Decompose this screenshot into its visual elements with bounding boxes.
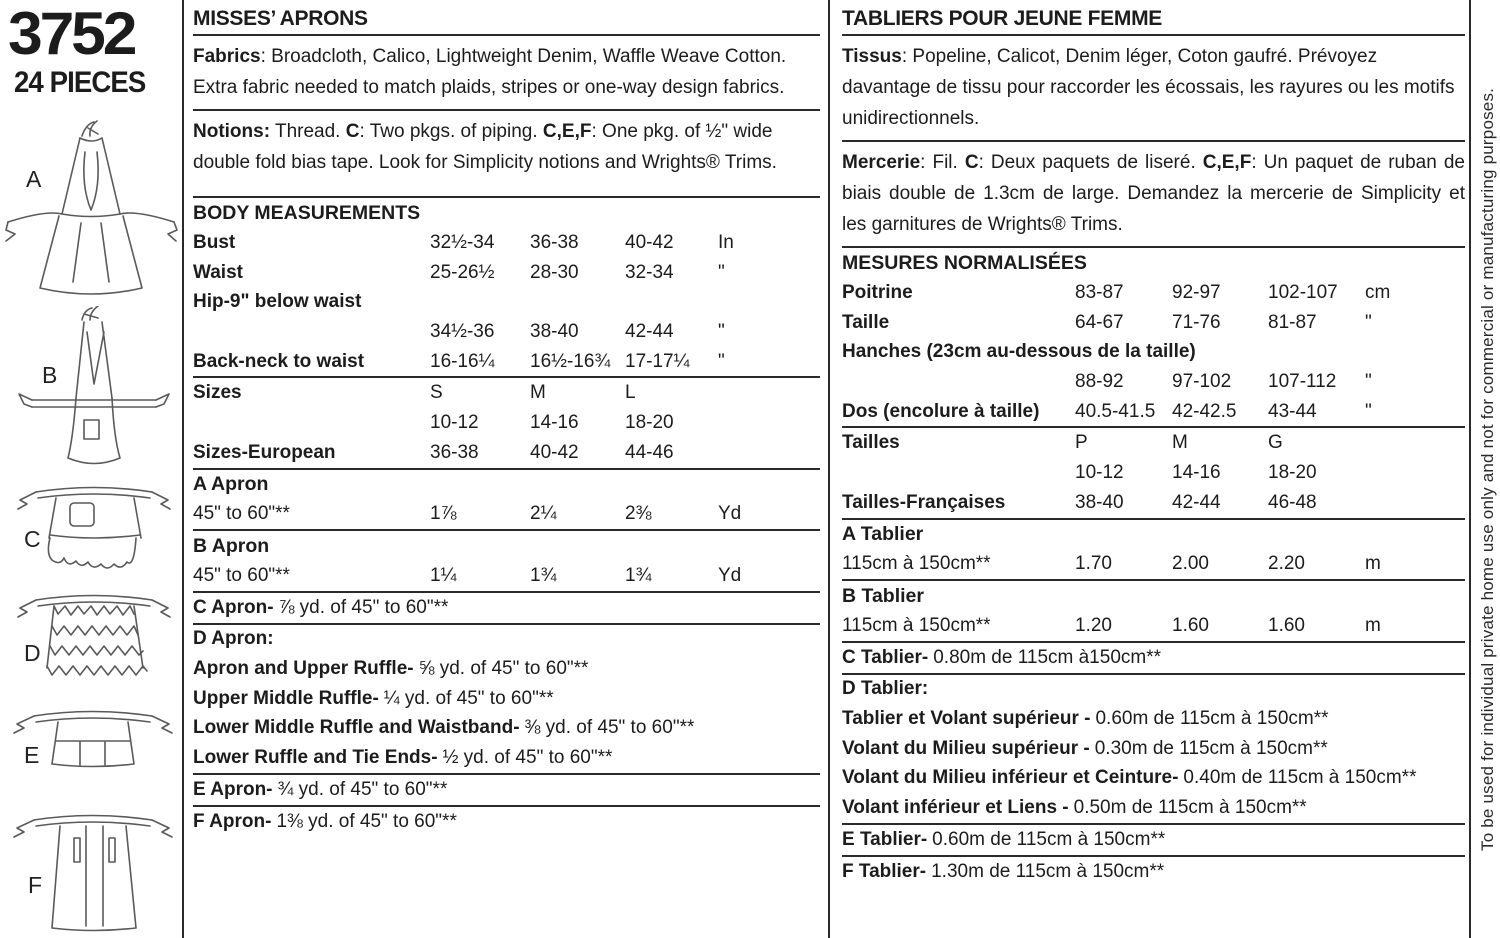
- view-e-yardage: 0.60m de 115cm à 150cm**: [932, 828, 1166, 850]
- view-d-yardage: 0.30m de 115cm à 150cm**: [1094, 737, 1328, 759]
- cell: 36-38: [530, 231, 579, 253]
- cell: 32-34: [625, 261, 674, 283]
- view-c-label: C: [24, 526, 41, 552]
- mercerie-text: : Un paquet de ruban de biais double de 1.3cm de large. Demandez la mercerie de Simplicity et les garnitures de Wrights® Trims.: [842, 152, 1465, 235]
- fabrics-label: Fabrics: [193, 46, 261, 67]
- english-notions: [193, 111, 820, 184]
- cell: 97-102: [1172, 370, 1232, 392]
- row-label: Tailles: [842, 432, 900, 454]
- cell: 16-16¼: [430, 350, 495, 372]
- view-c-line: [193, 593, 820, 623]
- cell: 71-76: [1172, 311, 1221, 333]
- table-row: [193, 258, 820, 288]
- unit-cell: Yd: [718, 565, 742, 587]
- view-d-yardage: ⅜ yd. of 45" to 60"**: [524, 717, 695, 739]
- row-label: 45" to 60"**: [193, 503, 290, 525]
- cell: 64-67: [1075, 311, 1124, 333]
- view-c-label-text: C Tablier-: [842, 646, 929, 668]
- view-d-line-fr: [842, 764, 1465, 794]
- view-d-title: [193, 625, 820, 655]
- french-title: TABLIERS POUR JEUNE FEMME: [842, 7, 1162, 30]
- unit-cell: ": [718, 320, 725, 342]
- mercerie-view-c: C: [964, 152, 979, 173]
- unit-cell: ": [1365, 400, 1372, 422]
- cell: 1.60: [1268, 615, 1305, 637]
- cell: 14-16: [1172, 461, 1221, 483]
- cell: 28-30: [530, 261, 579, 283]
- view-d-title-fr: [842, 675, 1465, 705]
- notions-view-c: C: [345, 121, 360, 142]
- cell: 2.00: [1172, 553, 1209, 575]
- unit-cell: Yd: [718, 503, 742, 525]
- table-row: [842, 278, 1465, 308]
- pattern-number: 3752: [8, 0, 135, 67]
- view-d-title-text: D Tablier:: [842, 678, 929, 700]
- french-notions: [842, 142, 1465, 246]
- table-row: [842, 308, 1465, 338]
- view-a-title-fr: A Tablier: [842, 523, 924, 545]
- cell: 102-107: [1268, 281, 1338, 303]
- cell: 1¼: [430, 565, 457, 587]
- unit-cell: m: [1365, 553, 1381, 575]
- table-row: [193, 228, 820, 258]
- view-c-line-fr: [842, 643, 1465, 673]
- unit-cell: ": [718, 350, 725, 372]
- fabrics-text: : Broadcloth, Calico, Lightweight Denim, Waffle Weave Cotton. Extra fabric needed to match plaids, stripes or one-way design fabrics.: [193, 46, 787, 98]
- english-column: [193, 0, 820, 836]
- tissus-text: : Popeline, Calicot, Denim léger, Coton gaufré. Prévoyez davantage de tissu pour raccorder les écossais, les rayures ou les motifs unidirectionnels.: [842, 46, 1455, 129]
- view-d-title-text: D Apron:: [193, 628, 274, 650]
- view-d-line: [193, 714, 820, 744]
- cell: 40.5-41.5: [1075, 400, 1156, 422]
- view-b-title-fr: B Tablier: [842, 584, 924, 607]
- table-row: [193, 287, 820, 317]
- view-a-title: A Apron: [193, 473, 269, 495]
- unit-cell: ": [718, 261, 725, 283]
- cell: 36-38: [430, 441, 479, 463]
- apron-b-sketch: [14, 306, 174, 472]
- cell: 34½-36: [430, 320, 495, 342]
- cell: 107-112: [1268, 370, 1337, 392]
- view-f-line: [193, 807, 820, 837]
- unit-cell: In: [718, 231, 734, 253]
- cell: 38-40: [1075, 491, 1124, 513]
- cell: 25-26½: [430, 261, 495, 283]
- row-label: 115cm à 150cm**: [842, 553, 991, 575]
- mercerie-label: Mercerie: [842, 152, 921, 173]
- view-d-line-fr: [842, 793, 1465, 823]
- row-label: Waist: [193, 261, 243, 283]
- french-fabrics: [842, 36, 1465, 140]
- unit-cell: ": [1365, 311, 1372, 333]
- view-a-label: A: [26, 166, 42, 192]
- pieces-count: 24 PIECES: [14, 66, 146, 99]
- view-d-line-fr: [842, 704, 1465, 734]
- view-d-yardage: 0.50m de 115cm à 150cm**: [1073, 797, 1307, 819]
- cell: 2⅜: [625, 503, 652, 525]
- row-label: 115cm à 150cm**: [842, 615, 991, 637]
- view-d-line-fr: [842, 734, 1465, 764]
- view-f-line-fr: [842, 857, 1465, 887]
- table-row: [842, 550, 1465, 580]
- cell: 46-48: [1268, 491, 1317, 513]
- table-row: [193, 317, 820, 347]
- notions-text: : Two pkgs. of piping.: [359, 121, 543, 142]
- view-d-part-label: Volant du Milieu inférieur et Ceinture-: [842, 767, 1179, 789]
- spacer: [193, 184, 820, 196]
- unit-cell: cm: [1365, 281, 1391, 303]
- view-d-yardage: ¼ yd. of 45" to 60"**: [383, 687, 554, 709]
- cell: 2¼: [530, 503, 557, 525]
- tissus-label: Tissus: [842, 46, 902, 67]
- view-d-yardage: ⅝ yd. of 45" to 60"**: [418, 658, 589, 680]
- row-label: 45" to 60"**: [193, 565, 290, 587]
- view-f-yardage: 1.30m de 115cm à 150cm**: [931, 860, 1165, 882]
- view-d-part-label: Apron and Upper Ruffle-: [193, 658, 414, 680]
- row-label: Sizes-European: [193, 441, 336, 463]
- mercerie-text: : Deux paquets de liseré.: [978, 152, 1203, 173]
- apron-f-drawing: [10, 806, 174, 934]
- cell: 2.20: [1268, 553, 1305, 575]
- view-e-label-text: E Apron-: [193, 778, 273, 800]
- cell: 1.60: [1172, 615, 1209, 637]
- cell: 32½-34: [430, 231, 495, 253]
- notions-text: Thread.: [270, 121, 346, 142]
- table-row: [842, 488, 1465, 518]
- cell: 18-20: [625, 411, 674, 433]
- table-row: [193, 561, 820, 591]
- notions-view-cef: C,E,F: [542, 121, 592, 142]
- cell: 92-97: [1172, 281, 1221, 303]
- unit-cell: m: [1365, 615, 1381, 637]
- view-d-label: D: [24, 640, 41, 666]
- apron-d-drawing: [14, 588, 174, 690]
- cell: 42-44: [625, 320, 674, 342]
- cell: S: [430, 382, 443, 404]
- apron-d-sketch: [14, 588, 174, 690]
- view-c-yardage: 0.80m de 115cm à150cm**: [933, 646, 1161, 668]
- view-e-label-text: E Tablier-: [842, 828, 928, 850]
- apron-c-drawing: [14, 478, 174, 570]
- view-e-line-fr: [842, 825, 1465, 855]
- table-row: [193, 438, 820, 468]
- view-b-title: B Apron: [193, 534, 270, 557]
- row-label: Taille: [842, 311, 890, 333]
- view-d-yardage: ½ yd. of 45" to 60"**: [442, 747, 613, 769]
- unit-cell: ": [1365, 370, 1372, 392]
- table-row: [193, 500, 820, 530]
- apron-a-drawing: [2, 120, 180, 302]
- english-fabrics: [193, 36, 820, 109]
- table-row: [842, 367, 1465, 397]
- view-f-label: F: [28, 872, 43, 898]
- license-note: To be used for individual private home use only and not for commercial or manufacturing purposes.: [1478, 87, 1497, 851]
- view-d-part-label: Volant du Milieu supérieur -: [842, 737, 1090, 759]
- mercerie-text: : Fil.: [920, 152, 965, 173]
- row-label: Hip-9" below waist: [193, 291, 362, 313]
- cell: 14-16: [530, 411, 579, 433]
- cell: 10-12: [1075, 461, 1124, 483]
- cell: 88-92: [1075, 370, 1124, 392]
- cell: 40-42: [625, 231, 674, 253]
- table-row: [842, 458, 1465, 488]
- cell: 17-17¼: [625, 350, 690, 372]
- cell: 83-87: [1075, 281, 1124, 303]
- view-c-label-text: C Apron-: [193, 596, 274, 618]
- mesures-title: MESURES NORMALISÉES: [842, 251, 1087, 274]
- cell: 43-44: [1268, 400, 1317, 422]
- table-row: [842, 337, 1465, 367]
- apron-b-drawing: [14, 306, 174, 472]
- row-label: Poitrine: [842, 281, 913, 303]
- view-d-yardage: 0.60m de 115cm à 150cm**: [1095, 708, 1329, 730]
- view-d-line: [193, 743, 820, 773]
- cell: 44-46: [625, 441, 674, 463]
- cell: 1¾: [530, 565, 557, 587]
- cell: 10-12: [430, 411, 479, 433]
- cell: 18-20: [1268, 461, 1317, 483]
- view-d-line: [193, 654, 820, 684]
- english-title: MISSES’ APRONS: [193, 7, 368, 30]
- table-row: [193, 378, 820, 408]
- row-label: Sizes: [193, 382, 242, 404]
- cell: 1⅞: [430, 503, 457, 525]
- cell: 16½-16¾: [530, 350, 611, 372]
- cell: 1.20: [1075, 615, 1112, 637]
- apron-e-sketch: [10, 700, 174, 774]
- table-row: [842, 611, 1465, 641]
- cell: L: [625, 382, 636, 404]
- body-measurements-title: BODY MEASUREMENTS: [193, 201, 421, 224]
- cell: G: [1268, 432, 1283, 454]
- notions-text: : One pkg. of ½" wide double fold bias tape. Look for Simplicity notions and Wrights® Trims.: [193, 121, 777, 173]
- view-e-line: [193, 775, 820, 805]
- cell: M: [1172, 432, 1188, 454]
- table-row: [193, 347, 820, 377]
- view-d-part-label: Upper Middle Ruffle-: [193, 687, 379, 709]
- cell: M: [530, 382, 546, 404]
- cell: 42-44: [1172, 491, 1221, 513]
- divider-middle: [828, 0, 830, 938]
- view-b-label: B: [42, 362, 58, 388]
- divider-right: [1469, 0, 1471, 938]
- view-e-yardage: ¾ yd. of 45" to 60"**: [277, 778, 448, 800]
- cell: 1.70: [1075, 553, 1112, 575]
- apron-f-sketch: [10, 806, 174, 934]
- row-label: Back-neck to waist: [193, 350, 365, 372]
- cell: 38-40: [530, 320, 579, 342]
- view-d-yardage: 0.40m de 115cm à 150cm**: [1183, 767, 1417, 789]
- view-c-yardage: ⅞ yd. of 45" to 60"**: [278, 596, 449, 618]
- divider-left: [182, 0, 184, 938]
- view-d-part-label: Lower Middle Ruffle and Waistband-: [193, 717, 520, 739]
- view-f-label-text: F Apron-: [193, 810, 272, 832]
- view-d-part-label: Volant inférieur et Liens -: [842, 797, 1069, 819]
- row-label: Dos (encolure à taille): [842, 400, 1040, 422]
- row-label: Bust: [193, 231, 236, 253]
- apron-c-sketch: [14, 478, 174, 570]
- apron-a-sketch: [2, 120, 180, 302]
- cell: 81-87: [1268, 311, 1317, 333]
- view-d-part-label: Tablier et Volant supérieur -: [842, 708, 1091, 730]
- view-f-label-text: F Tablier-: [842, 860, 927, 882]
- view-d-part-label: Lower Ruffle and Tie Ends-: [193, 747, 438, 769]
- mercerie-view-cef: C,E,F: [1202, 152, 1252, 173]
- cell: 1¾: [625, 565, 652, 587]
- pattern-sidebar: [0, 0, 182, 938]
- cell: 40-42: [530, 441, 579, 463]
- french-column: [842, 0, 1465, 886]
- cell: 42-42.5: [1172, 400, 1237, 422]
- table-row: [193, 408, 820, 438]
- row-label: Tailles-Françaises: [842, 491, 1006, 513]
- table-row: [842, 397, 1465, 427]
- notions-label: Notions:: [193, 121, 271, 142]
- view-f-yardage: 1⅜ yd. of 45" to 60"**: [276, 810, 457, 832]
- row-label: Hanches (23cm au-dessous de la taille): [842, 341, 1196, 363]
- view-d-line: [193, 684, 820, 714]
- cell: P: [1075, 432, 1088, 454]
- view-e-label: E: [24, 742, 40, 768]
- table-row: [842, 428, 1465, 458]
